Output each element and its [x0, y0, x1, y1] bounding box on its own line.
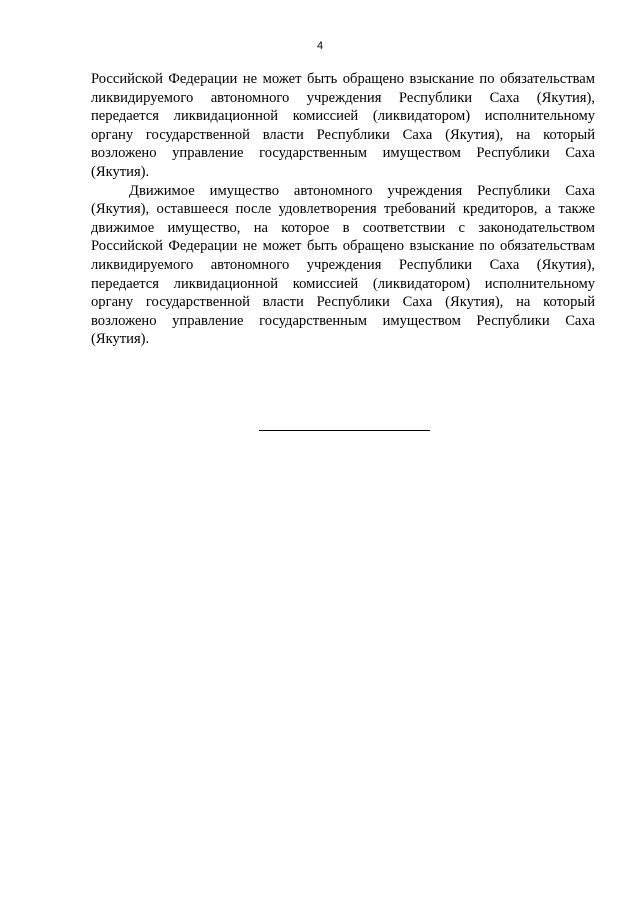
paragraph-movable-property: Движимое имущество автономного учреждения Республики Саха (Якутия), оставшееся после удовлетворения требований кредиторов, а также движимое имущество, на которое в соответствии с законодательством Российской Федерации не может быть обращено взыскание по обязательствам ликвидируемого автономного учреждения Республики Саха (Якутия), передается ликвидационной комиссией (ликвидатором) исполнительному органу государственной власти Республики Саха (Якутия), на который возложено управление государственным имуществом Республики Саха (Якутия).: [91, 182, 595, 348]
end-of-document-rule: [259, 430, 430, 431]
document-body: [91, 70, 595, 349]
paragraph-continuation: Российской Федерации не может быть обращено взыскание по обязательствам ликвидируемого автономного учреждения Республики Саха (Якутия), передается ликвидационной комиссией (ликвидатором) исполнительному органу государственной власти Республики Саха (Якутия), на который возложено управление государственным имуществом Республики Саха (Якутия).: [91, 71, 595, 180]
page-number: 4: [316, 40, 324, 52]
